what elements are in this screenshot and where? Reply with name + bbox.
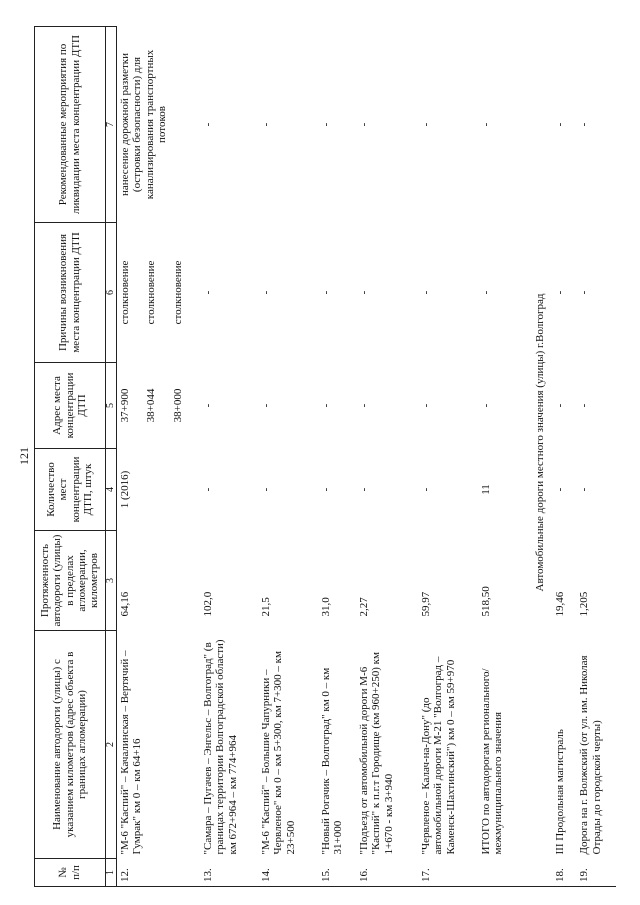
dtp-address: - bbox=[554, 403, 567, 408]
road-name: Дорога на г. Волжский (от ул. им. Николая Отрады до городской черты) bbox=[578, 655, 603, 855]
dtp-addresses bbox=[117, 363, 200, 449]
header-count: Количество мест концентрации ДТП, штук bbox=[35, 449, 106, 531]
dtp-cause: - bbox=[320, 290, 332, 295]
table-row bbox=[117, 27, 200, 887]
road-name: III Продольная магистраль bbox=[554, 729, 567, 855]
total-count: 11 bbox=[480, 484, 492, 495]
road-length: 102,0 bbox=[202, 591, 214, 617]
measures: - bbox=[480, 122, 492, 127]
row-number: 17. bbox=[418, 859, 478, 887]
row-number: 16. bbox=[356, 859, 418, 887]
dtp-address: - bbox=[358, 403, 370, 408]
row-number: 19. bbox=[576, 859, 616, 887]
row-number bbox=[478, 859, 526, 887]
cause: столкновение bbox=[171, 260, 184, 325]
road-length: 59,97 bbox=[420, 591, 432, 617]
cause: столкновение bbox=[145, 260, 158, 325]
column-number-row bbox=[105, 27, 117, 887]
measures: - bbox=[578, 122, 591, 127]
dtp-address: - bbox=[578, 403, 591, 408]
dtp-count: 1 (2016) bbox=[117, 449, 200, 531]
dtp-cause: - bbox=[554, 290, 567, 295]
colnum: 1 bbox=[105, 859, 117, 887]
address: 38+000 bbox=[171, 388, 184, 423]
measures: - bbox=[202, 122, 214, 127]
road-name: "Самара – Пугачев – Энгельс – Волгоград" (в границах территории Волгоградской области) км 672+964 – км 774+964 bbox=[202, 639, 239, 855]
road-length: 19,46 bbox=[554, 591, 567, 617]
colnum: 5 bbox=[105, 363, 117, 449]
dtp-cause: - bbox=[260, 290, 272, 295]
section-heading-row bbox=[526, 27, 552, 887]
section-title: Автомобильные дороги местного значения (улицы) г.Волгоград bbox=[534, 293, 546, 592]
header-address: Адрес места концентрации ДТП bbox=[35, 363, 106, 449]
dtp-cause: - bbox=[480, 290, 492, 295]
dtp-address: - bbox=[260, 403, 272, 408]
dtp-address: - bbox=[420, 403, 432, 408]
road-name: "М-6 "Каспий" – Большие Чапурники – Червленое" км 0 – км 5+300, км 7+300 – км 23+500 bbox=[260, 651, 297, 855]
table-row bbox=[576, 27, 616, 887]
road-length: 31,0 bbox=[320, 597, 332, 617]
table-row bbox=[258, 27, 318, 887]
measures: - bbox=[420, 122, 432, 127]
road-name: "Подъезд от автомобильной дороги М-6 "Каспий" к п.г.т Городище (км 960+250) км 1+670 - км 3+940 bbox=[358, 652, 395, 855]
dtp-count: - bbox=[320, 487, 332, 492]
header-measures: Рекомендованные мероприятия по ликвидации места концентрации ДТП bbox=[35, 27, 106, 223]
measures: нанесение дорожной разметки (островки безопасности) для канализирования транспортных потоков bbox=[117, 27, 200, 223]
dtp-count: - bbox=[358, 487, 370, 492]
total-label: ИТОГО по автодорогам регионального/межмуниципального значения bbox=[480, 668, 505, 855]
dtp-cause: - bbox=[358, 290, 370, 295]
table-row bbox=[418, 27, 478, 887]
measures: - bbox=[260, 122, 272, 127]
header-row bbox=[35, 27, 106, 887]
dtp-address: - bbox=[480, 403, 492, 408]
dtp-count: - bbox=[260, 487, 272, 492]
colnum: 7 bbox=[105, 27, 117, 223]
header-num: № п/п bbox=[35, 859, 106, 887]
page-number: 121 bbox=[17, 447, 31, 465]
road-name: "Червленое – Калач-на-Дону" (до автомобильной дороги М-21 "Волгоград – Каменск-Шахтинский") км 0 – км 59+970 bbox=[420, 656, 457, 855]
dtp-causes bbox=[117, 223, 200, 363]
road-name: "Новый Рогачик – Волгоград" км 0 – км 31+000 bbox=[320, 667, 345, 855]
road-length: 2,27 bbox=[358, 597, 370, 617]
total-row bbox=[478, 27, 526, 887]
colnum: 3 bbox=[105, 531, 117, 631]
dtp-count: - bbox=[202, 487, 214, 492]
table-row bbox=[552, 27, 576, 887]
road-name: "М-6 "Каспий" – Качалинская – Вертячий – Гумрак" км 0 – км 64+16 bbox=[117, 631, 200, 859]
row-number: 13. bbox=[200, 859, 258, 887]
table-row bbox=[356, 27, 418, 887]
header-road-name: Наименование автодороги (улицы) с указанием километров (адрес объекта в границах агломерации) bbox=[35, 631, 106, 859]
total-length: 518,50 bbox=[480, 586, 492, 617]
header-causes: Причины возникновения места концентрации ДТП bbox=[35, 223, 106, 363]
road-length: 1,205 bbox=[578, 591, 591, 617]
dtp-count: - bbox=[578, 487, 591, 492]
address: 37+900 bbox=[119, 388, 132, 423]
row-number: 18. bbox=[552, 859, 576, 887]
dtp-count: - bbox=[420, 487, 432, 492]
dtp-table bbox=[34, 26, 616, 887]
row-number: 14. bbox=[258, 859, 318, 887]
dtp-count: - bbox=[554, 487, 567, 492]
measures: - bbox=[320, 122, 332, 127]
row-number: 12. bbox=[117, 859, 200, 887]
header-length: Протяженность автодороги (улицы) в пределах агломерации, километров bbox=[35, 531, 106, 631]
table-row bbox=[200, 27, 258, 887]
road-length: 64,16 bbox=[117, 531, 200, 631]
dtp-cause: - bbox=[202, 290, 214, 295]
road-length: 21,5 bbox=[260, 597, 272, 617]
row-number: 15. bbox=[318, 859, 356, 887]
measures: - bbox=[554, 122, 567, 127]
colnum: 6 bbox=[105, 223, 117, 363]
address: 38+044 bbox=[145, 388, 158, 423]
colnum: 4 bbox=[105, 449, 117, 531]
dtp-address: - bbox=[202, 403, 214, 408]
colnum: 2 bbox=[105, 631, 117, 859]
dtp-cause: - bbox=[578, 290, 591, 295]
table-row bbox=[318, 27, 356, 887]
cause: столкновение bbox=[119, 260, 132, 325]
dtp-cause: - bbox=[420, 290, 432, 295]
measures: - bbox=[358, 122, 370, 127]
dtp-address: - bbox=[320, 403, 332, 408]
